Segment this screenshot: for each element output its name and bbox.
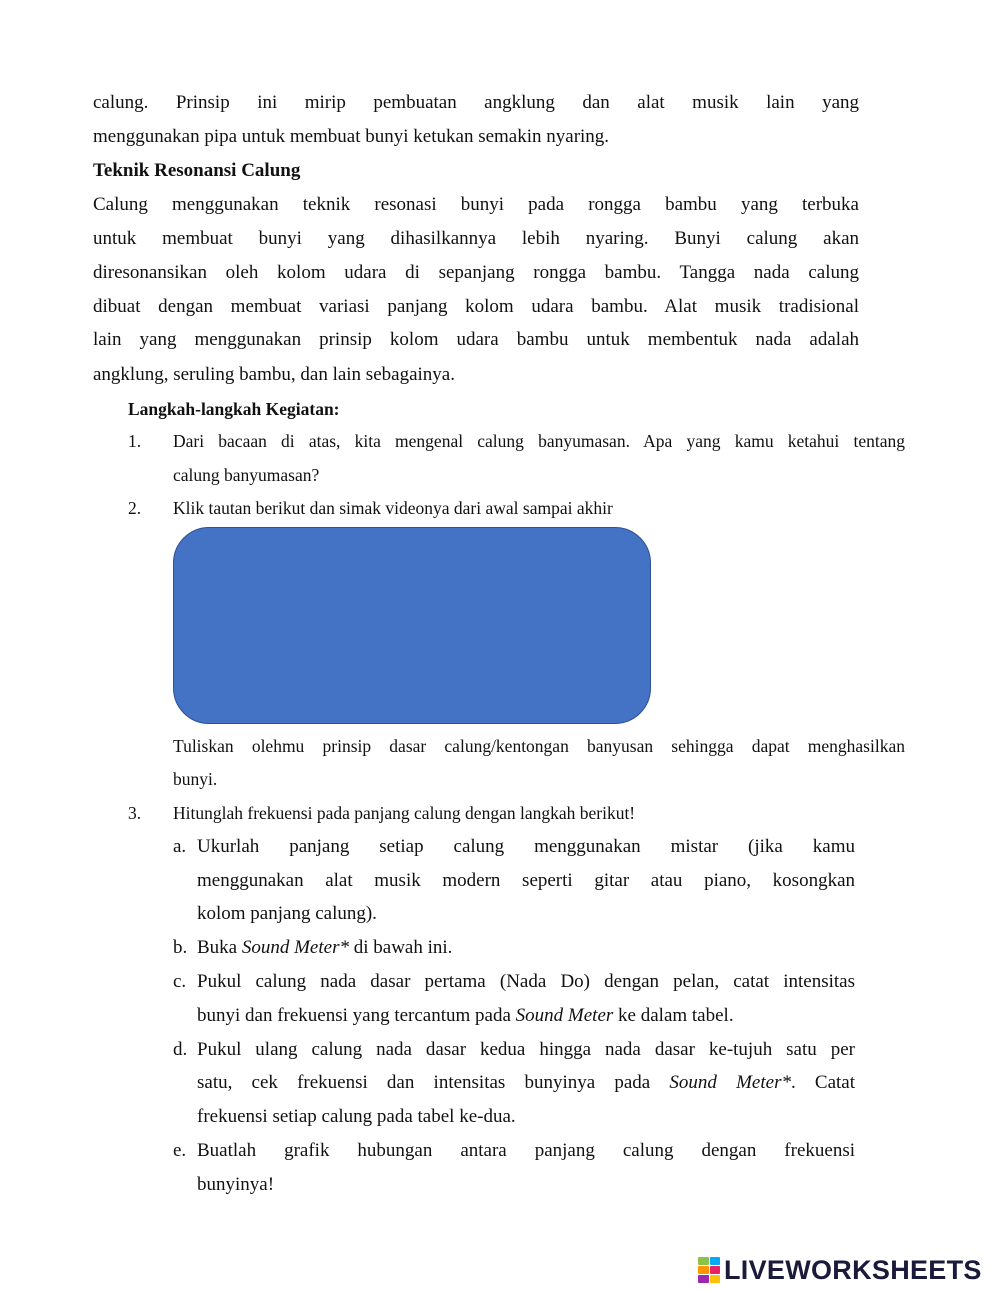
liveworksheets-logo[interactable] (698, 1255, 982, 1285)
liveworksheets-logo-text: LIVEWORKSHEETS (724, 1254, 982, 1285)
steps-heading: Langkah-langkah Kegiatan: (128, 399, 340, 419)
substep-e-label: e. (173, 1140, 187, 1161)
step-3-text: Hitunglah frekuensi pada panjang calung dengan langkah berikut! (173, 803, 636, 823)
substep-c-line-1: Pukul calung nada dasar pertama (Nada Do) dengan pelan, catat intensitas (197, 971, 855, 992)
section-line-4: dibuat dengan membuat variasi panjang kolom udara bambu. Alat musik tradisional (93, 296, 859, 317)
substep-e-line-1: Buatlah grafik hubungan antara panjang calung dengan frekuensi (197, 1140, 855, 1161)
step-2-number: 2. (128, 498, 142, 518)
substep-a-line-1: Ukurlah panjang setiap calung menggunakan mistar (jika kamu (197, 836, 855, 857)
sound-meter-term: Sound Meter (515, 1005, 614, 1026)
substep-a-line-2: menggunakan alat musik modern seperti gitar atau piano, kosongkan (197, 870, 855, 891)
section-line-5: lain yang menggunakan prinsip kolom udara bambu untuk membentuk nada adalah (93, 329, 859, 350)
substep-a-line-3: kolom panjang calung). (197, 903, 377, 924)
intro-line-2: menggunakan pipa untuk membuat bunyi ketukan semakin nyaring. (93, 126, 610, 147)
substep-b-label: b. (173, 937, 188, 958)
step-1-text-line-1: Dari bacaan di atas, kita mengenal calung banyumasan. Apa yang kamu ketahui tentang (173, 431, 905, 451)
step-1-number: 1. (128, 431, 142, 451)
intro-line-1: calung. Prinsip ini mirip pembuatan angklung dan alat musik lain yang (93, 92, 859, 113)
video-link-box[interactable] (173, 527, 651, 724)
substep-d-line-3: frekuensi setiap calung pada tabel ke-dua. (197, 1106, 516, 1127)
substep-d-line-1: Pukul ulang calung nada dasar kedua hingga nada dasar ke-tujuh satu per (197, 1039, 855, 1060)
substep-c-text-post: ke dalam tabel. (613, 1005, 734, 1026)
substep-b-line (197, 937, 452, 959)
step-1-text-line-2: calung banyumasan? (173, 465, 320, 485)
sound-meter-term: Sound Meter* (241, 937, 349, 958)
substep-b-text-post: di bawah ini. (348, 937, 453, 958)
section-line-2: untuk membuat bunyi yang dihasilkannya lebih nyaring. Bunyi calung akan (93, 228, 859, 249)
step-2-instruction-line-1: Tuliskan olehmu prinsip dasar calung/kentongan banyusan sehingga dapat menghasilkan (173, 736, 905, 756)
substep-b-text-pre: Buka (197, 937, 242, 958)
liveworksheets-logo-icon (698, 1257, 720, 1283)
section-line-1: Calung menggunakan teknik resonasi bunyi pada rongga bambu yang terbuka (93, 194, 859, 215)
substep-a-label: a. (173, 836, 187, 857)
section-line-6: angklung, seruling bambu, dan lain sebagainya. (93, 364, 455, 385)
substep-d-line-2 (197, 1072, 855, 1094)
substep-d-label: d. (173, 1039, 188, 1060)
step-3-number: 3. (128, 803, 142, 823)
substep-e-line-2: bunyinya! (197, 1174, 275, 1195)
section-line-3: diresonansikan oleh kolom udara di sepanjang rongga bambu. Tangga nada calung (93, 262, 859, 283)
substep-c-label: c. (173, 971, 187, 992)
substep-d-text-pre: satu, cek frekuensi dan intensitas bunyinya pada (197, 1072, 670, 1093)
sound-meter-term: Sound Meter* (669, 1072, 791, 1093)
substep-c-line-2 (197, 1005, 734, 1027)
step-2-text: Klik tautan berikut dan simak videonya dari awal sampai akhir (173, 498, 613, 518)
substep-c-text-pre: bunyi dan frekuensi yang tercantum pada (197, 1005, 516, 1026)
step-2-instruction-line-2: bunyi. (173, 769, 218, 789)
section-heading: Teknik Resonansi Calung (93, 160, 301, 181)
substep-d-text-post: . Catat (790, 1072, 855, 1093)
